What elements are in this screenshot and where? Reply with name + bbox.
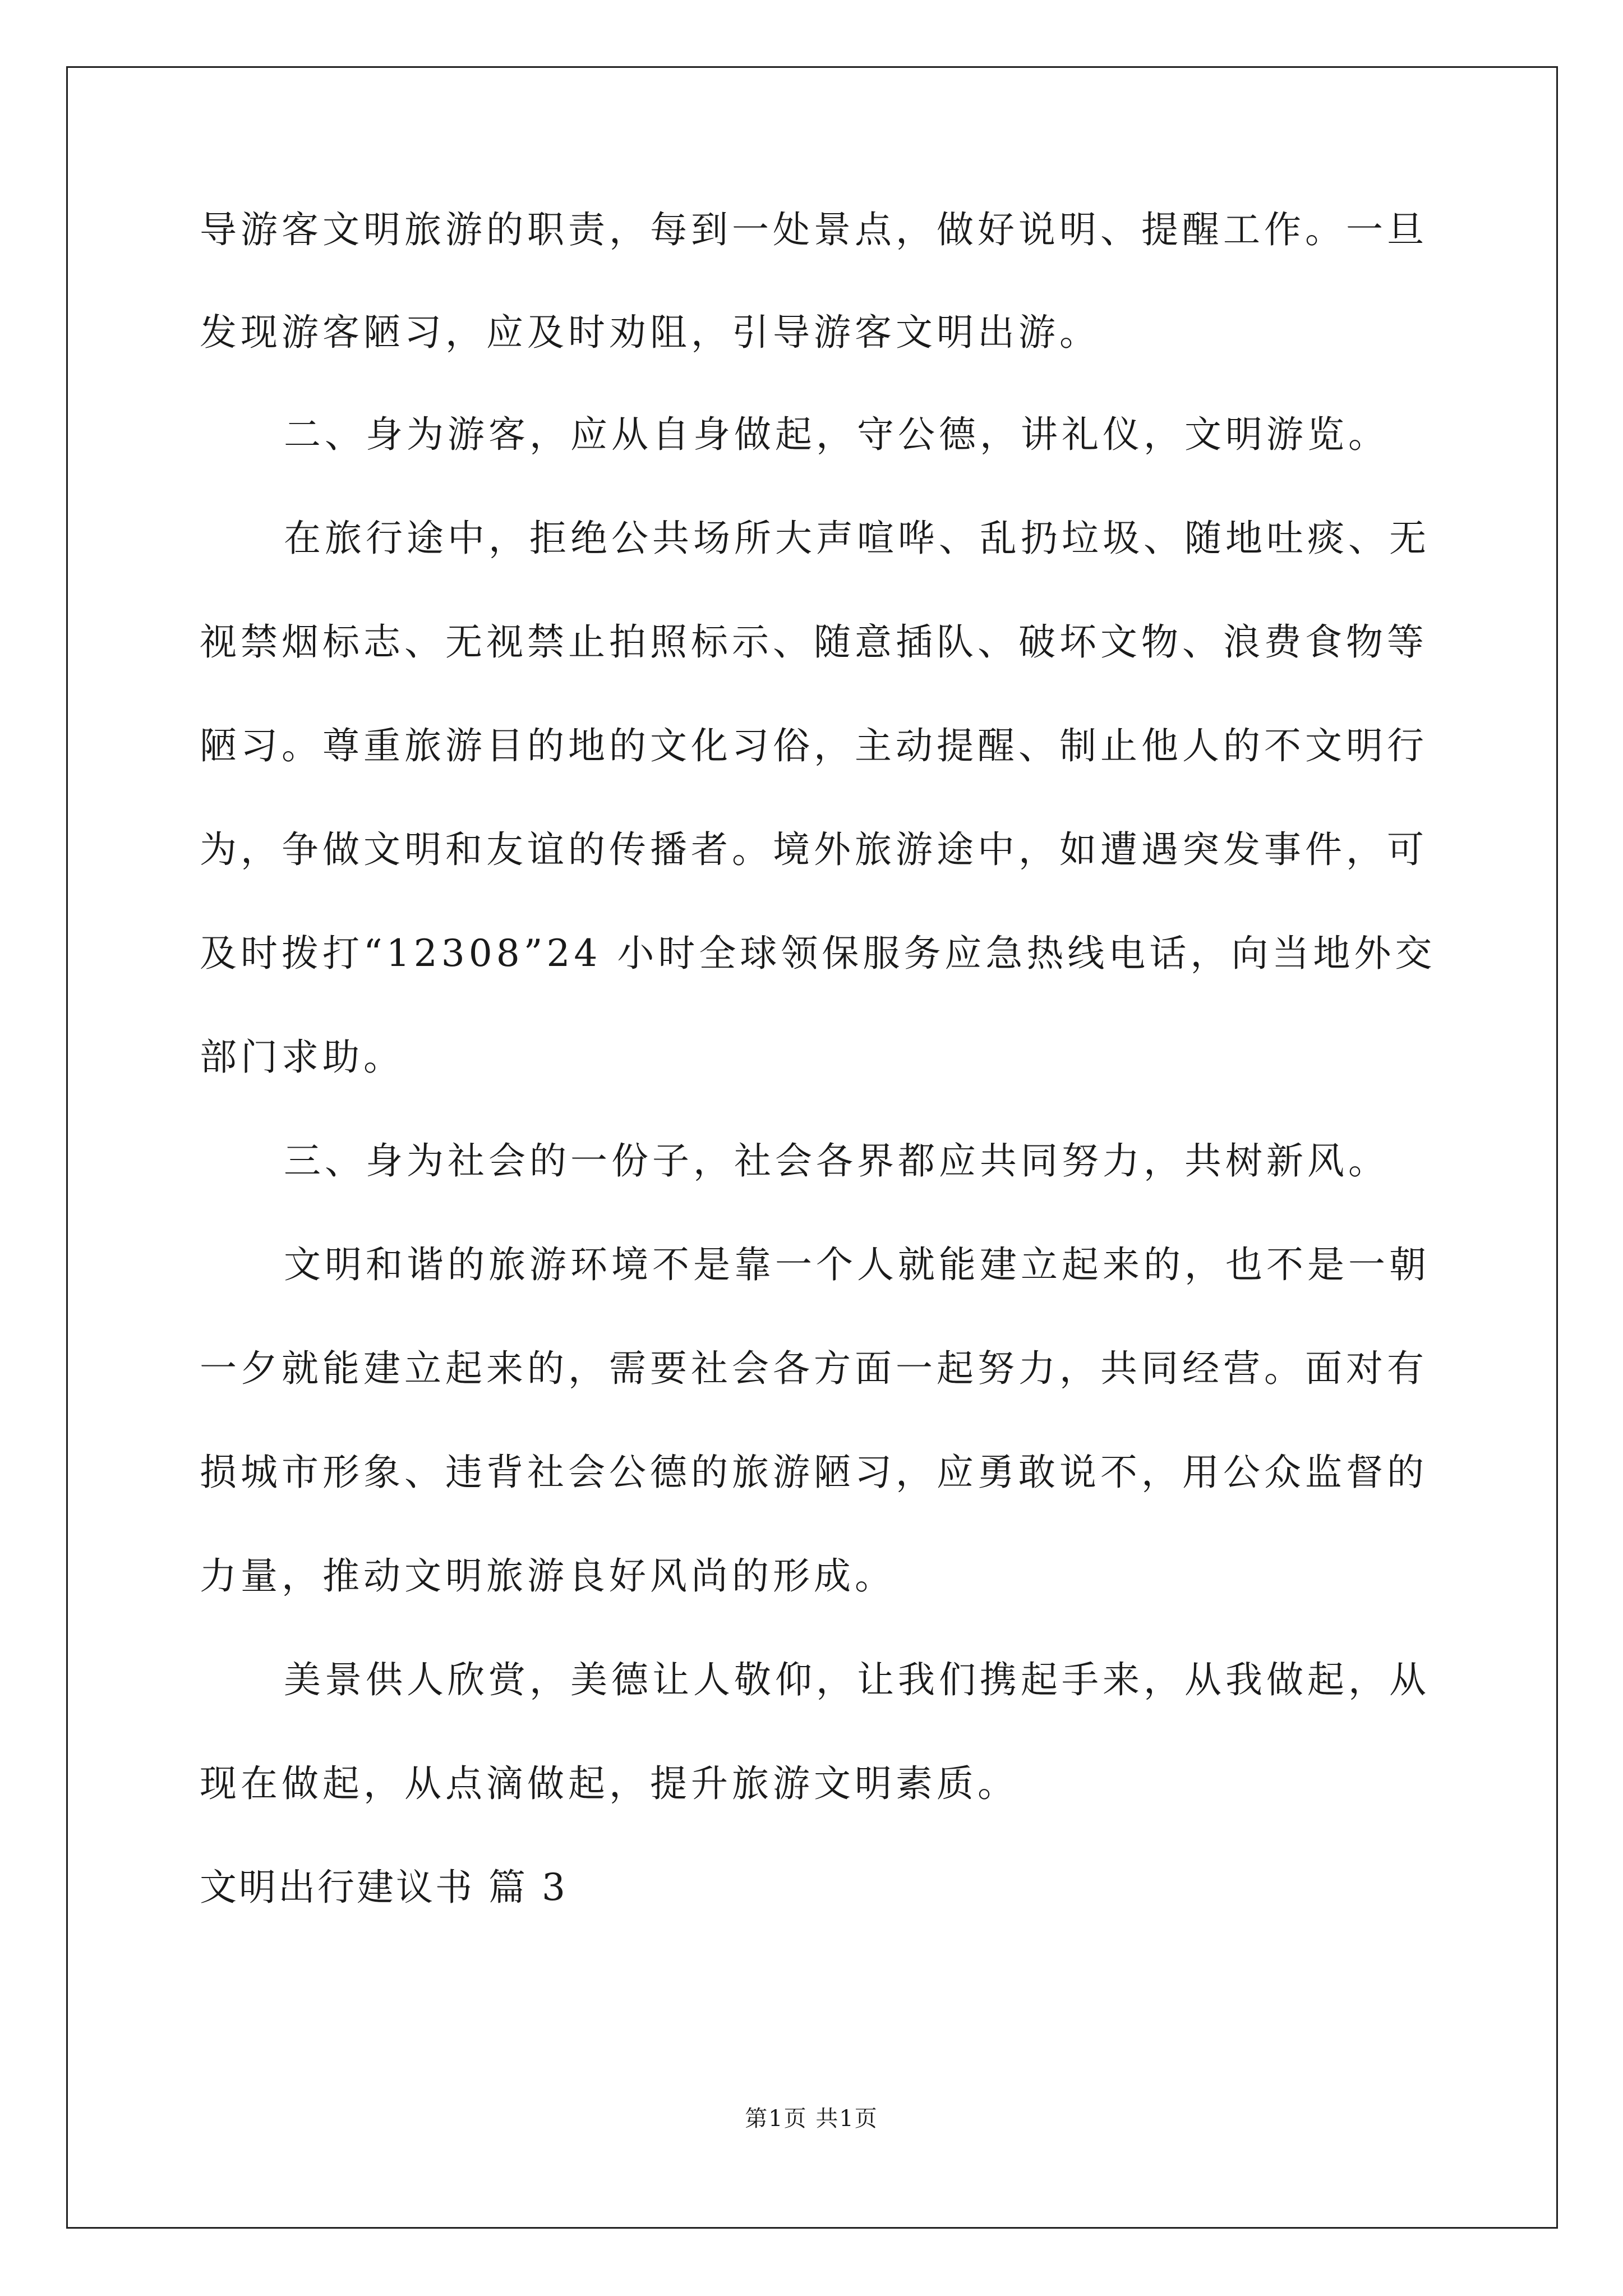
text-line: 在旅行途中，拒绝公共场所大声喧哗、乱扔垃圾、随地吐痰、无 — [284, 517, 1430, 560]
text-line: 及时拨打“12308”24 小时全球领保服务应急热线电话，向当地外交 — [200, 932, 1436, 975]
text-line: 力量，推动文明旅游良好风尚的形成。 — [200, 1554, 896, 1598]
section-heading-3: 三、身为社会的一份子，社会各界都应共同努力，共树新风。 — [284, 1139, 1389, 1182]
text-line: 损城市形象、违背社会公德的旅游陋习，应勇敢说不，用公众监督的 — [200, 1451, 1428, 1494]
text-line: 现在做起，从点滴做起，提升旅游文明素质。 — [200, 1762, 1018, 1805]
text-line: 陋习。尊重旅游目的地的文化习俗，主动提醒、制止他人的不文明行 — [200, 724, 1428, 767]
text-line: 发现游客陋习，应及时劝阻，引导游客文明出游。 — [200, 311, 1100, 354]
text-line: 为，争做文明和友谊的传播者。境外旅游途中，如遭遇突发事件，可 — [200, 828, 1428, 871]
text-line: 部门求助。 — [200, 1036, 404, 1079]
text-line: 一夕就能建立起来的，需要社会各方面一起努力，共同经营。面对有 — [200, 1347, 1428, 1390]
section-heading-2: 二、身为游客，应从自身做起，守公德，讲礼仪，文明游览。 — [284, 413, 1389, 456]
text-line: 文明和谐的旅游环境不是靠一个人就能建立起来的，也不是一朝 — [284, 1243, 1430, 1286]
text-line: 导游客文明旅游的职责，每到一处景点，做好说明、提醒工作。一旦 — [200, 208, 1428, 251]
article-title: 文明出行建议书 篇 3 — [200, 1866, 568, 1909]
text-line: 美景供人欣赏，美德让人敬仰，让我们携起手来，从我做起，从 — [284, 1658, 1430, 1701]
text-line: 视禁烟标志、无视禁止拍照标示、随意插队、破坏文物、浪费食物等 — [200, 620, 1428, 664]
page-footer: 第1页 共1页 — [745, 2106, 878, 2132]
